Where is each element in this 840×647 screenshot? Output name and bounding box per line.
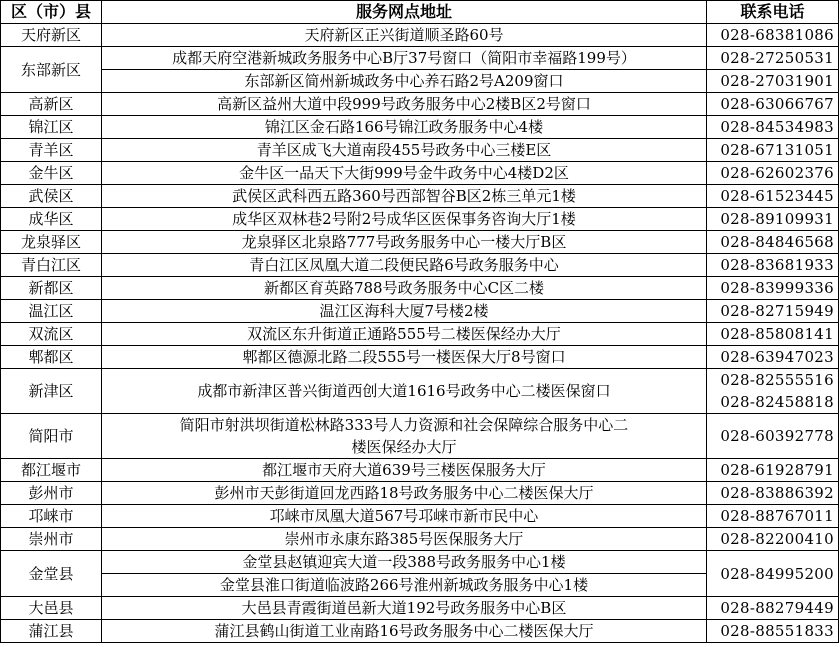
phone-cell: 028-88767011 [707, 505, 839, 528]
address-cell: 新都区育英路788号政务服务中心C区二楼 [102, 277, 707, 300]
phone-cell: 028-63066767 [707, 93, 839, 116]
table-row [1, 208, 839, 231]
phone-cell: 028-63947023 [707, 346, 839, 369]
header-district: 区（市）县 [1, 1, 102, 24]
table-row [1, 505, 839, 528]
table-row [1, 551, 839, 574]
phone-cell: 028-83886392 [707, 482, 839, 505]
address-cell: 彭州市天彭街道回龙西路18号政务服务中心二楼医保大厅 [102, 482, 707, 505]
address-cell: 青白江区凤凰大道二段便民路6号政务服务中心 [102, 254, 707, 277]
phone-cell: 028-82715949 [707, 300, 839, 323]
district-cell: 龙泉驿区 [1, 231, 102, 254]
phone-cell: 028-67131051 [707, 139, 839, 162]
phone-cell: 028-68381086 [707, 24, 839, 47]
phone-cell: 028-88551833 [707, 620, 839, 643]
district-cell: 双流区 [1, 323, 102, 346]
table-header-row [1, 1, 839, 24]
address-cell: 郫都区德源北路二段555号一楼医保大厅8号窗口 [102, 346, 707, 369]
table-row [1, 323, 839, 346]
district-cell: 天府新区 [1, 24, 102, 47]
address-cell [102, 414, 707, 459]
address-cell: 大邑县青霞街道邑新大道192号政务服务中心B区 [102, 597, 707, 620]
district-cell: 温江区 [1, 300, 102, 323]
address-cell: 高新区益州大道中段999号政务服务中心2楼B区2号窗口 [102, 93, 707, 116]
address-cell: 金堂县赵镇迎宾大道一段388号政务服务中心1楼 [102, 551, 707, 574]
address-cell: 天府新区正兴街道顺圣路60号 [102, 24, 707, 47]
phone-cell: 028-62602376 [707, 162, 839, 185]
table-row [1, 254, 839, 277]
table-row [1, 70, 839, 93]
table-row [1, 139, 839, 162]
table-row [1, 369, 839, 414]
address-cell: 东部新区简州新城政务中心养石路2号A209窗口 [102, 70, 707, 93]
phone-cell: 028-61928791 [707, 459, 839, 482]
address-cell: 双流区东升街道正通路555号二楼医保经办大厅 [102, 323, 707, 346]
address-cell: 青羊区成飞大道南段455号政务中心三楼E区 [102, 139, 707, 162]
phone-line: 028-82458818 [720, 393, 834, 411]
district-cell: 新都区 [1, 277, 102, 300]
address-cell: 武侯区武科西五路360号西部智谷B区2栋三单元1楼 [102, 185, 707, 208]
district-cell: 崇州市 [1, 528, 102, 551]
address-cell: 都江堰市天府大道639号三楼医保服务大厅 [102, 459, 707, 482]
district-cell: 青羊区 [1, 139, 102, 162]
address-cell: 温江区海科大厦7号楼2楼 [102, 300, 707, 323]
district-cell: 简阳市 [1, 414, 102, 459]
address-cell: 崇州市永康东路385号医保服务大厅 [102, 528, 707, 551]
table-row [1, 47, 839, 70]
address-cell: 蒲江县鹤山街道工业南路16号政务服务中心二楼医保大厅 [102, 620, 707, 643]
district-cell: 锦江区 [1, 116, 102, 139]
phone-cell: 028-83999336 [707, 277, 839, 300]
table-row [1, 162, 839, 185]
table-row [1, 185, 839, 208]
table-row [1, 116, 839, 139]
table-row [1, 300, 839, 323]
phone-cell: 028-83681933 [707, 254, 839, 277]
address-cell: 成都市新津区普兴街道西创大道1616号政务中心二楼医保窗口 [102, 369, 707, 414]
address-line: 简阳市射洪坝街道松林路333号人力资源和社会保障综合服务中心二 [179, 416, 629, 434]
district-cell: 青白江区 [1, 254, 102, 277]
table-row [1, 231, 839, 254]
district-cell: 金堂县 [1, 551, 102, 597]
phone-cell: 028-88279449 [707, 597, 839, 620]
table-row [1, 93, 839, 116]
district-cell: 郫都区 [1, 346, 102, 369]
address-cell: 金牛区一品天下大街999号金牛政务中心4楼D2区 [102, 162, 707, 185]
table-row [1, 346, 839, 369]
phone-cell: 028-27250531 [707, 47, 839, 70]
phone-cell: 028-27031901 [707, 70, 839, 93]
phone-cell: 028-89109931 [707, 208, 839, 231]
district-cell: 成华区 [1, 208, 102, 231]
district-cell: 都江堰市 [1, 459, 102, 482]
address-cell: 成华区双林巷2号附2号成华区医保事务咨询大厅1楼 [102, 208, 707, 231]
table-row [1, 459, 839, 482]
phone-cell [707, 369, 839, 414]
phone-cell: 028-84846568 [707, 231, 839, 254]
table-row [1, 277, 839, 300]
district-cell: 东部新区 [1, 47, 102, 93]
phone-cell: 028-85808141 [707, 323, 839, 346]
address-line: 楼医保经办大厅 [351, 438, 457, 456]
district-cell: 武侯区 [1, 185, 102, 208]
table-row [1, 24, 839, 47]
district-cell: 邛崃市 [1, 505, 102, 528]
phone-cell: 028-61523445 [707, 185, 839, 208]
table-row [1, 528, 839, 551]
district-cell: 新津区 [1, 369, 102, 414]
table-row [1, 620, 839, 643]
district-cell: 高新区 [1, 93, 102, 116]
phone-cell: 028-60392778 [707, 414, 839, 459]
table-row [1, 414, 839, 459]
header-phone: 联系电话 [707, 1, 839, 24]
address-cell: 龙泉驿区北泉路777号政务服务中心一楼大厅B区 [102, 231, 707, 254]
table-row [1, 597, 839, 620]
district-cell: 彭州市 [1, 482, 102, 505]
address-cell: 锦江区金石路166号锦江政务服务中心4楼 [102, 116, 707, 139]
district-cell: 蒲江县 [1, 620, 102, 643]
phone-cell: 028-84995200 [707, 551, 839, 597]
header-address: 服务网点地址 [102, 1, 707, 24]
address-cell: 邛崃市凤凰大道567号邛崃市新市民中心 [102, 505, 707, 528]
phone-line: 028-82555516 [720, 371, 834, 389]
district-cell: 大邑县 [1, 597, 102, 620]
table-row [1, 482, 839, 505]
phone-cell: 028-82200410 [707, 528, 839, 551]
address-cell: 金堂县淮口街道临波路266号淮州新城政务服务中心1楼 [102, 574, 707, 597]
address-cell: 成都天府空港新城政务服务中心B厅37号窗口（简阳市幸福路199号） [102, 47, 707, 70]
phone-cell: 028-84534983 [707, 116, 839, 139]
district-cell: 金牛区 [1, 162, 102, 185]
